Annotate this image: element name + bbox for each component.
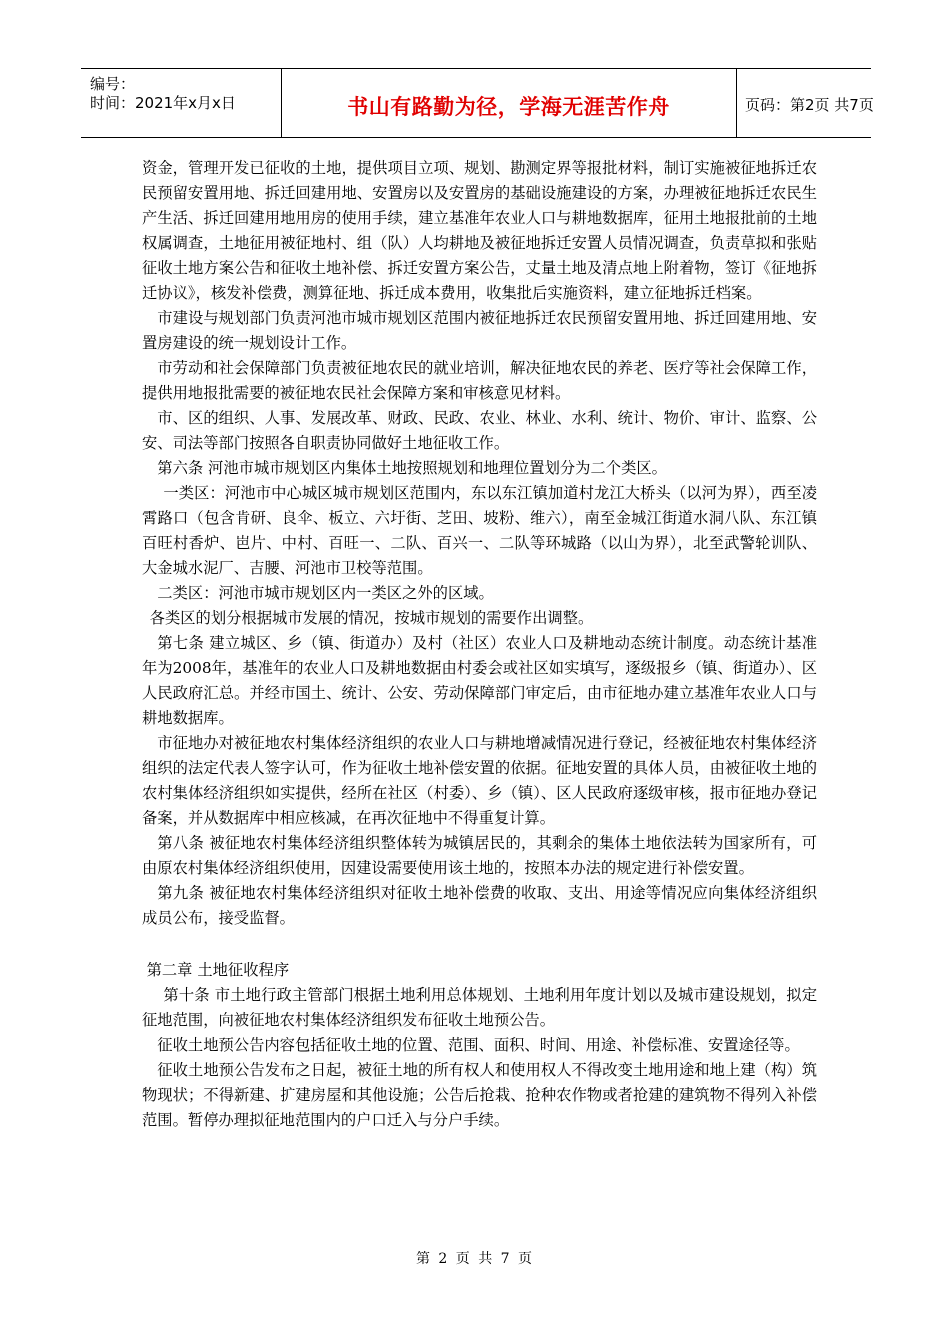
paragraph-2: 市建设与规划部门负责河池市城市规划区范围内被征地拆迁农民预留安置用地、拆迁回建用地、安置房建设的统一规划设计工作。 [142, 309, 817, 352]
header-motto: 书山有路勤为径，学海无涯苦作舟 [347, 95, 670, 119]
page-header [81, 68, 874, 138]
document-code-label: 编号： [90, 75, 136, 93]
article-10: 第十条 市土地行政主管部门根据土地利用总体规划、土地利用年度计划以及城市建设规划，拟定征地范围，向被征地农村集体经济组织发布征收土地预公告。 [142, 986, 817, 1029]
article-7: 第七条 建立城区、乡（镇、街道办）及村（社区）农业人口及耕地动态统计制度。动态统计基准年为2008年，基准年的农业人口及耕地数据由村委会或社区如实填写，逐级报乡（镇、街道办）、区人民政府汇总。并经市国土、统计、公安、劳动保障部门审定后，由市征地办建立基准年农业人口与耕地数据库。 [142, 634, 817, 727]
blank-line [142, 931, 817, 956]
header-page-number: 页码：第2页 共7页 [745, 96, 874, 114]
zone-class-2: 二类区：河池市城市规划区内一类区之外的区域。 [157, 584, 494, 602]
document-date-label: 时间：2021年x月x日 [90, 94, 236, 112]
article-6: 第六条 河池市城市规划区内集体土地按照规划和地理位置划分为二个类区。 [157, 459, 667, 477]
document-body [142, 156, 817, 1133]
pre-announcement-restrictions: 征收土地预公告发布之日起，被征土地的所有权人和使用权人不得改变土地用途和地上建（构）筑物现状；不得新建、扩建房屋和其他设施；公告后抢栽、抢种农作物或者抢建的建筑物不得列入补偿范围。暂停办理拟征地范围内的户口迁入与分户手续。 [142, 1061, 817, 1129]
zone-adjustment: 各类区的划分根据城市发展的情况，按城市规划的需要作出调整。 [149, 609, 594, 627]
paragraph-4: 市、区的组织、人事、发展改革、财政、民政、农业、林业、水利、统计、物价、审计、监察、公安、司法等部门按照各自职责协同做好土地征收工作。 [142, 409, 817, 452]
pre-announcement-content: 征收土地预公告内容包括征收土地的位置、范围、面积、时间、用途、补偿标准、安置途径等。 [157, 1036, 800, 1054]
chapter-2-heading: 第二章 土地征收程序 [146, 961, 290, 979]
article-8: 第八条 被征地农村集体经济组织整体转为城镇居民的，其剩余的集体土地依法转为国家所有，可由原农村集体经济组织使用，因建设需要使用该土地的，按照本办法的规定进行补偿安置。 [142, 834, 817, 877]
header-right-cell [736, 69, 874, 137]
zone-class-1: 一类区：河池市中心城区城市规划区范围内，东以东江镇加道村龙江大桥头（以河为界），西至凌霄路口（包含肯研、良伞、板立、六圩街、芝田、坡粉、维六），南至金城江街道水洞八队、东江镇百旺村香炉、岜片、中村、百旺一、二队、百兴一、二队等环城路（以山为界），北至武警轮训队、大金城水泥厂、吉腰、河池市卫校等范围。 [142, 484, 817, 577]
header-left-cell [81, 69, 282, 137]
paragraph-registration: 市征地办对被征地农村集体经济组织的农业人口与耕地增减情况进行登记，经被征地农村集体经济组织的法定代表人签字认可，作为征收土地补偿安置的依据。征地安置的具体人员，由被征收土地的农村集体经济组织如实提供，经所在社区（村委）、乡（镇）、区人民政府逐级审核，报市征地办登记备案，并从数据库中相应核减，在再次征地中不得重复计算。 [142, 734, 817, 827]
page-footer: 第 2 页 共 7 页 [415, 1251, 535, 1267]
paragraph-3: 市劳动和社会保障部门负责被征地农民的就业培训，解决征地农民的养老、医疗等社会保障工作，提供用地报批需要的被征地农民社会保障方案和审核意见材料。 [142, 359, 817, 402]
header-middle-cell [281, 69, 737, 137]
paragraph-1: 资金，管理开发已征收的土地，提供项目立项、规划、勘测定界等报批材料，制订实施被征地拆迁农民预留安置用地、拆迁回建用地、安置房以及安置房的基础设施建设的方案，办理被征地拆迁农民生产生活、拆迁回建用地用房的使用手续，建立基准年农业人口与耕地数据库，征用土地报批前的土地权属调查，土地征用被征地村、组（队）人均耕地及被征地拆迁安置人员情况调查，负责草拟和张贴征收土地方案公告和征收土地补偿、拆迁安置方案公告，丈量土地及清点地上附着物，签订《征地拆迁协议》，核发补偿费，测算征地、拆迁成本费用，收集批后实施资料，建立征地拆迁档案。 [142, 159, 817, 302]
article-9: 第九条 被征地农村集体经济组织对征收土地补偿费的收取、支出、用途等情况应向集体经济组织成员公布，接受监督。 [142, 884, 817, 927]
